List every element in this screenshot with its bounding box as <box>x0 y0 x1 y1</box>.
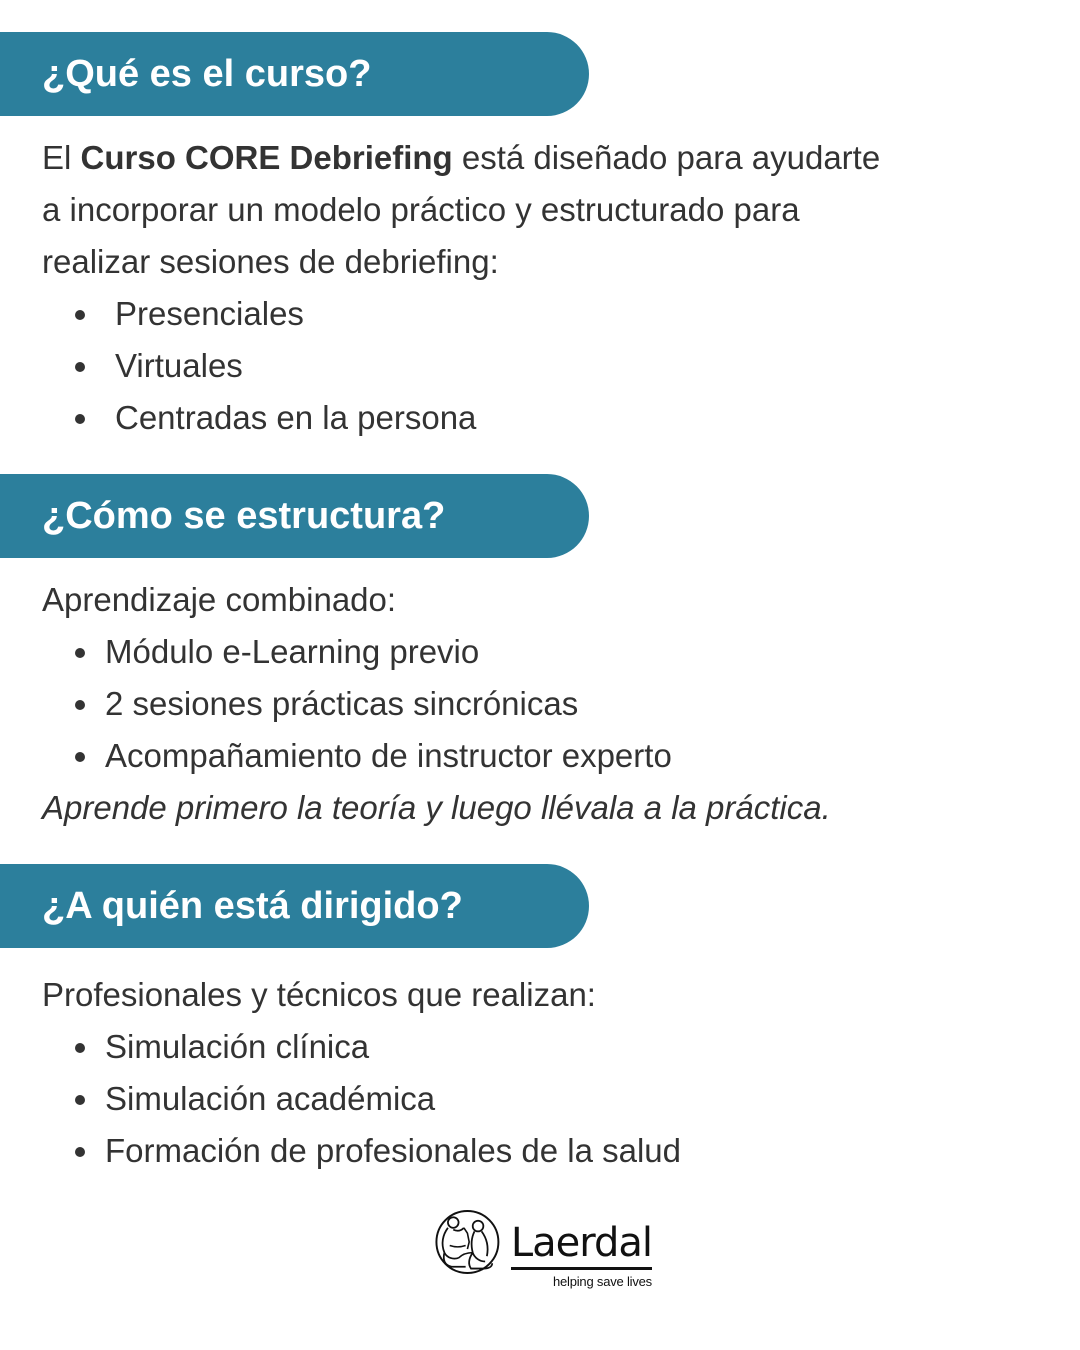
bullet-icon <box>75 752 85 762</box>
laerdal-logo <box>432 1204 652 1294</box>
section-header-a-quien <box>0 864 589 948</box>
list-item-text: Simulación académica <box>105 1080 436 1117</box>
intro-line-1-suffix: está diseñado para ayudarte <box>452 139 881 176</box>
list-item-text: Virtuales <box>115 347 243 384</box>
modality-list <box>42 288 880 444</box>
list-item <box>42 1125 681 1177</box>
section-body-que-es <box>42 132 880 444</box>
list-item-text: Módulo e-Learning previo <box>105 633 480 670</box>
list-item-text: Simulación clínica <box>105 1028 370 1065</box>
bullet-icon <box>75 648 85 658</box>
section-title: ¿Cómo se estructura? <box>42 494 446 537</box>
bullet-icon <box>75 362 85 372</box>
bullet-icon <box>75 414 85 424</box>
section-intro: Aprendizaje combinado: <box>42 581 397 618</box>
audience-list <box>42 1021 681 1177</box>
list-item <box>42 340 880 392</box>
bullet-icon <box>75 1147 85 1157</box>
section-body-a-quien <box>42 969 681 1177</box>
bullet-icon <box>75 700 85 710</box>
list-item-text: Acompañamiento de instructor experto <box>105 737 672 774</box>
logo-wordmark <box>511 1222 652 1289</box>
list-item <box>42 1073 681 1125</box>
section-header-que-es <box>0 32 589 116</box>
list-item <box>42 730 831 782</box>
section-intro: Profesionales y técnicos que realizan: <box>42 976 596 1013</box>
laerdal-figures-icon <box>432 1204 503 1280</box>
structure-list <box>42 626 831 782</box>
list-item <box>42 288 880 340</box>
section-header-como-se-estructura <box>0 474 589 558</box>
section-title: ¿Qué es el curso? <box>42 52 372 95</box>
course-name: Curso CORE Debriefing <box>80 139 453 176</box>
closing-note: Aprende primero la teoría y luego llévala a la práctica. <box>42 789 831 826</box>
list-item <box>42 626 831 678</box>
bullet-icon <box>75 1095 85 1105</box>
list-item-text: Centradas en la persona <box>115 399 477 436</box>
list-item-text: 2 sesiones prácticas sincrónicas <box>105 685 579 722</box>
list-item-text: Presenciales <box>115 295 304 332</box>
list-item-text: Formación de profesionales de la salud <box>105 1132 682 1169</box>
logo-tagline: helping save lives <box>552 1274 652 1289</box>
bullet-icon <box>75 310 85 320</box>
intro-line-1 <box>42 132 880 184</box>
list-item <box>42 678 831 730</box>
intro-line-2: a incorporar un modelo práctico y estructurado para <box>42 191 800 228</box>
intro-prefix: El <box>42 139 81 176</box>
intro-line-3: realizar sesiones de debriefing: <box>42 243 499 280</box>
list-item <box>42 392 880 444</box>
list-item <box>42 1021 681 1073</box>
bullet-icon <box>75 1043 85 1053</box>
section-title: ¿A quién está dirigido? <box>42 884 463 927</box>
logo-name: Laerdal <box>511 1222 652 1270</box>
section-body-como-se-estructura <box>42 574 831 834</box>
